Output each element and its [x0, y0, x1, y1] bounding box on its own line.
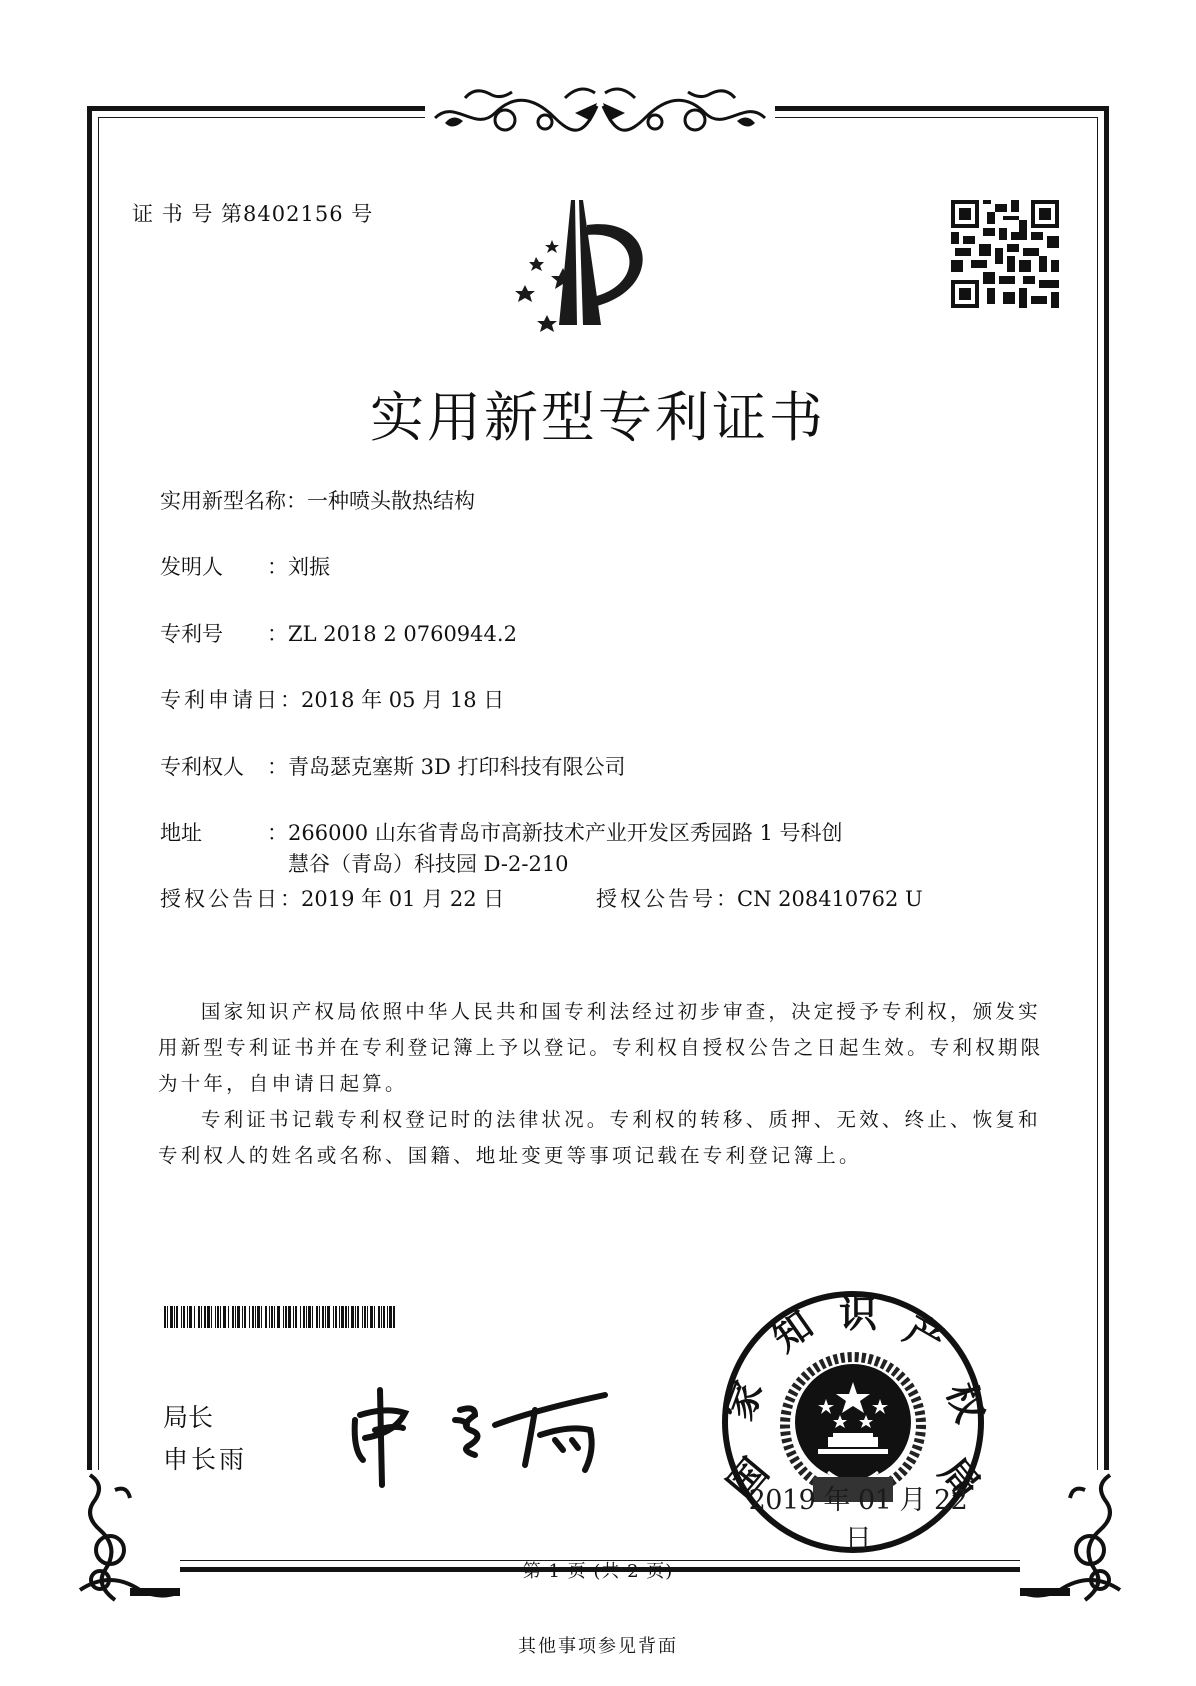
- field-value-line1: 266000 山东省青岛市高新技术产业开发区秀园路 1 号科创: [288, 821, 843, 845]
- signatory-title: 局长: [163, 1403, 214, 1432]
- field-value: 2019 年 01 月 22 日: [301, 887, 505, 911]
- barcode-icon: [164, 1306, 462, 1328]
- field-value: CN 208410762 U: [737, 887, 923, 911]
- field-value: 一种喷头散热结构: [307, 489, 475, 513]
- page-indicator: 第 1 页 (共 2 页): [522, 1561, 674, 1582]
- field-patent-number: 专利号 ：ZL 2018 2 0760944.2: [160, 618, 517, 648]
- certificate-number: [132, 198, 373, 228]
- field-value: 2018 年 05 月 18 日: [301, 688, 505, 712]
- handwritten-signature-icon: [350, 1370, 610, 1490]
- body-paragraph-2: 专利证书记载专利权登记时的法律状况。专利权的转移、质押、无效、终止、恢复和专利权人的姓名或名称、国籍、地址变更等事项记载在专利登记簿上。: [158, 1108, 1041, 1167]
- field-label: 实用新型名称: [160, 489, 286, 513]
- seal-date: 2019 年 01 月 22 日: [748, 1485, 968, 1555]
- patent-office-emblem-icon: [505, 195, 655, 335]
- svg-text:局: 局: [930, 1449, 988, 1508]
- certificate-number-suffix: 号: [351, 202, 374, 226]
- field-grant-announcement-date: 授权公告日：2019 年 01 月 22 日: [160, 883, 504, 913]
- body-paragraph-1: 国家知识产权局依照中华人民共和国专利法经过初步审查，决定授予专利权，颁发实用新型专利证书并在专利登记簿上予以登记。专利权自授权公告之日起生效。专利权期限为十年，自申请日起算。: [158, 1000, 1044, 1095]
- field-label: 授权公告日: [160, 887, 280, 911]
- field-value: 刘振: [288, 555, 330, 579]
- field-utility-model-name: 实用新型名称：一种喷头散热结构: [160, 485, 475, 515]
- field-address: 地址 ：266000 山东省青岛市高新技术产业开发区秀园路 1 号科创: [160, 817, 843, 847]
- top-dragon-ornament-icon: [425, 78, 775, 148]
- field-label: 专利号: [160, 622, 223, 646]
- qr-code-icon: [951, 200, 1059, 308]
- field-value-line2: 慧谷（青岛）科技园 D-2-210: [288, 852, 569, 876]
- svg-text:知: 知: [764, 1302, 821, 1361]
- certificate-number-label: 证 书 号 第: [132, 202, 244, 226]
- field-application-date: 专利申请日：2018 年 05 月 18 日: [160, 684, 504, 714]
- field-label: 发明人: [160, 555, 223, 579]
- field-label: 地址: [160, 821, 202, 845]
- svg-text:家: 家: [718, 1375, 771, 1426]
- svg-text:产: 产: [897, 1307, 952, 1365]
- certificate-body: [158, 994, 1058, 1174]
- field-value: ZL 2018 2 0760944.2: [288, 622, 517, 646]
- certificate-number-value: 8402156: [243, 202, 344, 226]
- bottom-left-corner-ornament-icon: [70, 1470, 180, 1610]
- field-label: 授权公告号: [596, 887, 716, 911]
- field-value: 青岛瑟克塞斯 3D 打印科技有限公司: [288, 755, 626, 779]
- field-patentee: 专利权人 ：青岛瑟克塞斯 3D 打印科技有限公司: [160, 751, 626, 781]
- field-label: 专利申请日: [160, 688, 280, 712]
- field-label: 专利权人: [160, 755, 244, 779]
- signatory-name: 申长雨: [163, 1445, 248, 1474]
- svg-text:权: 权: [938, 1377, 988, 1428]
- svg-text:国: 国: [718, 1449, 778, 1508]
- footer-note: 其他事项参见背面: [518, 1636, 678, 1657]
- certificate-title: 实用新型专利证书: [370, 386, 826, 449]
- bottom-right-corner-ornament-icon: [1020, 1470, 1130, 1610]
- field-grant-announcement-number: 授权公告号：CN 208410762 U: [596, 883, 923, 913]
- field-address-line2: [288, 848, 569, 878]
- field-inventor: 发明人 ：刘振: [160, 551, 330, 581]
- svg-text:识: 识: [838, 1292, 878, 1336]
